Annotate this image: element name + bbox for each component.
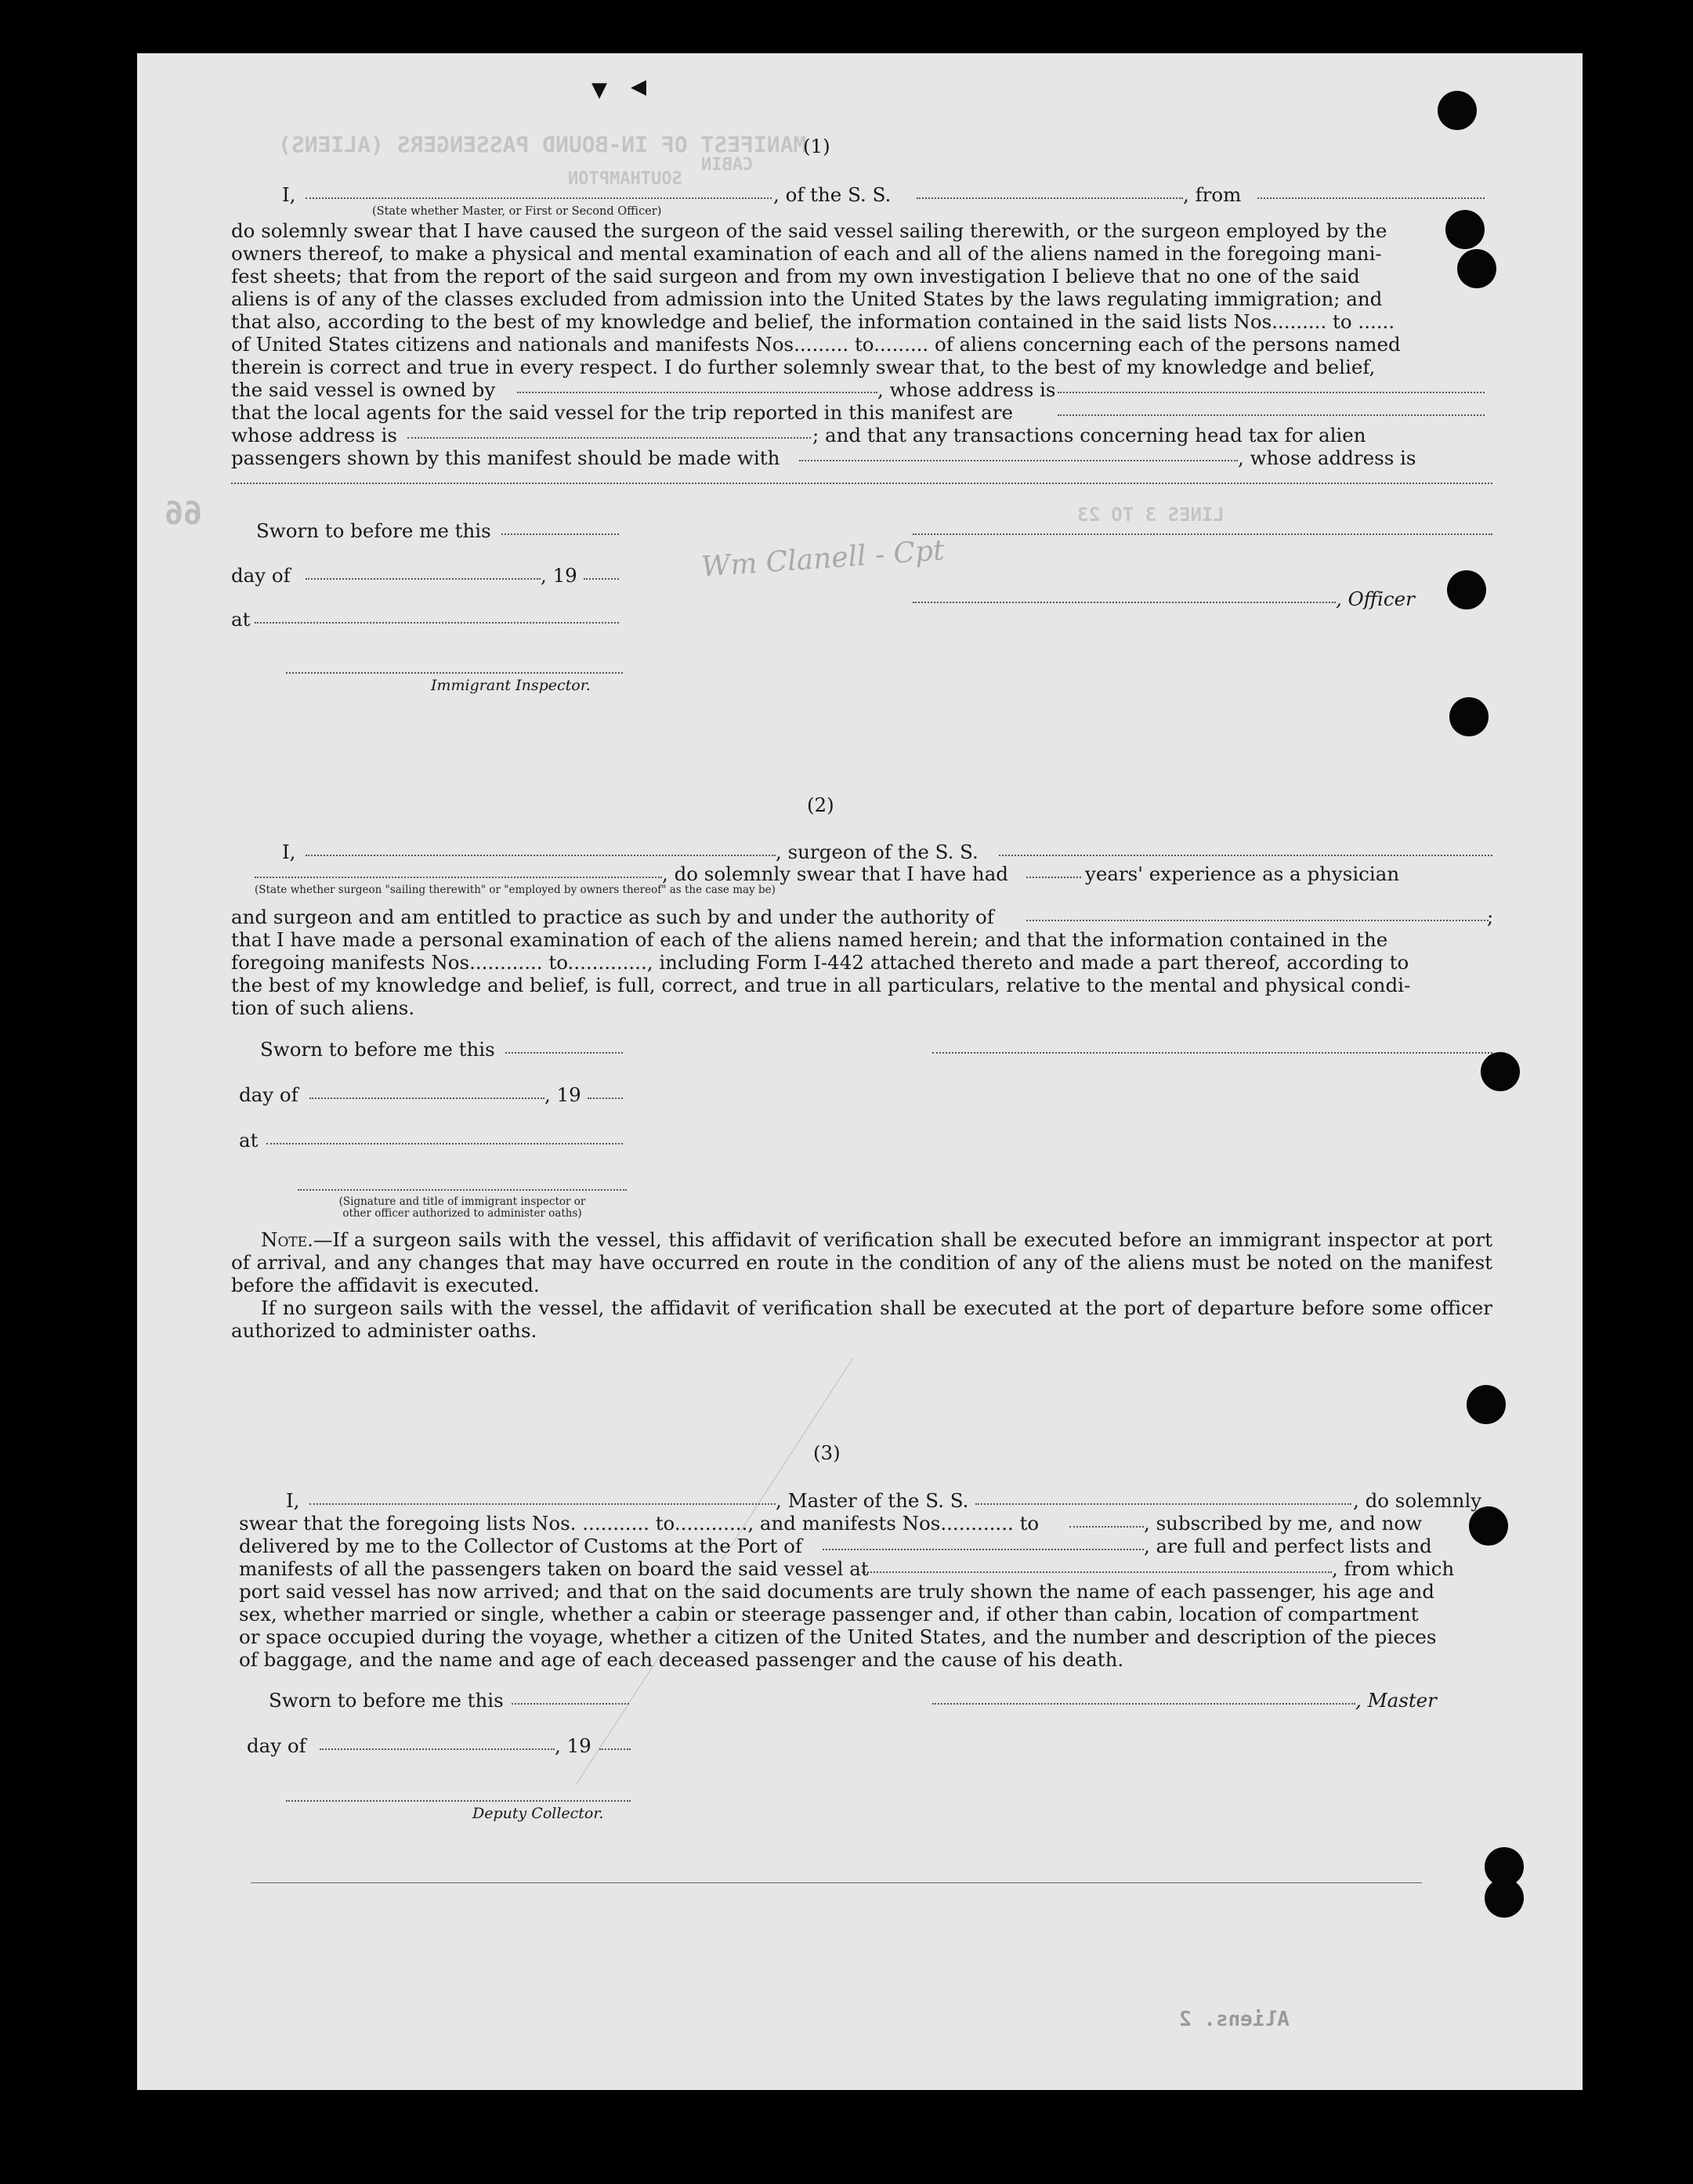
sec2-day-field[interactable] — [309, 1097, 544, 1099]
sec2-signature-note-line: (Signature and title of immigrant inspector or — [338, 1195, 586, 1208]
sec1-note: (State whether Master, or First or Second Officer) — [372, 205, 662, 218]
punch-hole — [1457, 249, 1496, 288]
document-page — [137, 53, 1583, 2090]
sec2-line2-years: years' experience as a physician — [1085, 862, 1400, 885]
bleed-cabin: CABIN — [701, 155, 754, 175]
sec1-owned-label: the said vessel is owned by — [231, 378, 496, 401]
sec2-note-text: —If a surgeon sails with the vessel, this affidavit of verification shall be executed before an immigrant inspector at port of arrival, and any changes that may have occurred en route in the condition of any of the aliens must be noted on the manifest before the affidavit is executed. — [231, 1228, 1492, 1296]
sec3-body-line: sex, whether married or single, whether a cabin or steerage passenger and, if other than cabin, location of compartment — [239, 1603, 1419, 1625]
sec1-name-field[interactable] — [306, 197, 772, 199]
sec1-passengers-address-label: , whose address is — [1238, 447, 1416, 469]
sec3-master-label: , Master — [1355, 1689, 1437, 1712]
sec1-body-line: aliens is of any of the classes excluded from admission into the United States by the laws regulating immigration; and — [231, 287, 1383, 310]
sec2-vessel-field[interactable] — [999, 855, 1492, 856]
sec2-years-field[interactable] — [1026, 877, 1081, 878]
sec2-at-label: at — [239, 1129, 259, 1152]
sec3-sworn-label: Sworn to before me this — [269, 1689, 504, 1712]
sec3-line3: delivered by me to the Collector of Customs at the Port of — [239, 1535, 802, 1557]
bleed-footer: Aliens. 2 — [1179, 2008, 1290, 2031]
bottom-rule — [251, 1882, 1422, 1883]
sec2-signature-note-line: other officer authorized to administer oaths) — [342, 1207, 582, 1220]
sec2-surgeon-name-field[interactable] — [306, 855, 776, 856]
sec1-agent-address-field[interactable] — [407, 437, 811, 439]
punch-hole — [1445, 210, 1485, 249]
punch-hole — [1449, 697, 1489, 736]
sec2-day-label: day of — [239, 1083, 298, 1106]
sec2-sworn-field[interactable] — [505, 1052, 623, 1054]
sec1-year-label: , 19 — [541, 564, 577, 587]
sec3-embark-port-field[interactable] — [862, 1571, 1332, 1573]
sec3-day-label: day of — [247, 1734, 306, 1757]
sec3-line1-ss: , Master of the S. S. — [776, 1489, 969, 1512]
sec2-note-label: Note. — [261, 1228, 313, 1251]
sec2-authority-label: and surgeon and am entitled to practice as such by and under the authority of — [231, 906, 994, 928]
bleed-lines: LINES 3 TO 23 — [1077, 504, 1225, 526]
ink-mark: ◀ — [631, 75, 646, 99]
sec3-body-line: port said vessel has now arrived; and that on the said documents are truly shown the name of each passenger, his age and — [239, 1580, 1434, 1603]
sec2-body-line: the best of my knowledge and belief, is full, correct, and true in all particulars, relative to the mental and physical condi- — [231, 974, 1411, 996]
punch-hole — [1438, 91, 1477, 130]
sec3-master-signature-field[interactable] — [932, 1703, 1355, 1705]
sec3-line2-subscribed: , subscribed by me, and now — [1144, 1512, 1423, 1535]
bleed-number: 66 — [165, 496, 203, 532]
punch-hole — [1447, 570, 1486, 609]
sec2-note-paragraph — [231, 1228, 1492, 1296]
sec3-vessel-field[interactable] — [975, 1503, 1351, 1505]
bleed-manifest-title: MANIFEST OF IN-BOUND PASSENGERS (ALIENS) — [278, 132, 807, 157]
bleed-handwriting: Wm Clanell - Cpt — [700, 534, 946, 584]
sec1-sworn-field[interactable] — [501, 533, 619, 535]
sec2-body-line: that I have made a personal examination of each of the aliens named herein; and that the information contained in the — [231, 928, 1388, 951]
sec1-at-field[interactable] — [255, 622, 619, 624]
sec2-signature-field[interactable] — [932, 1052, 1492, 1054]
sec2-body — [231, 928, 1492, 1019]
sec1-agents-field[interactable] — [1058, 414, 1485, 416]
sec3-body — [239, 1580, 1492, 1671]
sec1-officer-field[interactable] — [913, 602, 1336, 603]
sec1-inspector-label: Immigrant Inspector. — [431, 677, 591, 694]
sec1-headtax-label: ; and that any transactions concerning head tax for alien — [812, 424, 1366, 447]
sec3-line4: manifests of all the passengers taken on board the said vessel at — [239, 1557, 869, 1580]
sec1-agents-label: that the local agents for the said vessel for the trip reported in this manifest are — [231, 401, 1013, 424]
sec3-line2: swear that the foregoing lists Nos. ........... to............, and manifests Nos............ to — [239, 1512, 1040, 1535]
sec1-at-label: at — [231, 608, 251, 631]
sec2-sworn-label: Sworn to before me this — [260, 1038, 495, 1061]
sec2-at-field[interactable] — [266, 1143, 623, 1144]
sec1-body-line: owners thereof, to make a physical and mental examination of each and all of the aliens named in the foregoing mani- — [231, 242, 1382, 265]
punch-hole — [1485, 1878, 1524, 1918]
sec1-agent-address-label: whose address is — [231, 424, 397, 447]
punch-hole — [1469, 1506, 1508, 1546]
sec1-body — [231, 219, 1492, 378]
punch-hole — [1467, 1385, 1506, 1424]
sec1-headtax-agent-field[interactable] — [799, 460, 1238, 461]
sec3-sworn-field[interactable] — [512, 1703, 629, 1705]
sec1-line1-ss: , of the S. S. — [773, 183, 892, 206]
sec2-line2-swear: , do solemnly swear that I have had — [662, 862, 1008, 885]
sec1-passengers-label: passengers shown by this manifest should be made with — [231, 447, 780, 469]
sec2-inspector-signature-field[interactable] — [298, 1189, 627, 1191]
section-1-number: (1) — [803, 135, 830, 157]
sec2-year-field[interactable] — [588, 1097, 623, 1099]
sec2-note: (State whether surgeon "sailing therewith" or "employed by owners thereof" as the case may be) — [255, 884, 776, 896]
sec2-authority-semicolon: ; — [1487, 906, 1494, 928]
sec1-line1-from: , from — [1183, 183, 1242, 206]
sec3-day-field[interactable] — [320, 1748, 555, 1750]
sec3-port-field[interactable] — [823, 1549, 1144, 1550]
sec3-body-line: of baggage, and the name and age of each deceased passenger and the cause of his death. — [239, 1648, 1124, 1671]
section-3-number: (3) — [813, 1441, 841, 1464]
sec1-year-field[interactable] — [584, 578, 619, 580]
sec3-manifest-to-field[interactable] — [1069, 1526, 1144, 1528]
sec3-line1-i: I, — [286, 1489, 300, 1512]
sec3-line3-lists: , are full and perfect lists and — [1144, 1535, 1432, 1557]
sec1-owner-field[interactable] — [517, 392, 877, 393]
section-2-number: (2) — [807, 794, 834, 816]
sec1-body-line: do solemnly swear that I have caused the surgeon of the said vessel sailing therewith, or the surgeon employed by the — [231, 219, 1387, 242]
sec2-body-line: foregoing manifests Nos............ to............., including Form I-442 attached thereto and made a part thereof, according to — [231, 951, 1409, 974]
bleed-southampton: SOUTHAMPTON — [568, 169, 682, 189]
sec1-day-field[interactable] — [306, 578, 541, 580]
sec3-line4-from: , from which — [1332, 1557, 1455, 1580]
sec1-body-line: fest sheets; that from the report of the said surgeon and from my own investigation I believe that no one of the said — [231, 265, 1360, 287]
sec3-line1-solemnly: , do solemnly — [1353, 1489, 1482, 1512]
sec2-line1-i: I, — [282, 841, 296, 863]
sec1-inspector-signature-field[interactable] — [286, 672, 623, 674]
sec1-body-line: of United States citizens and nationals and manifests Nos......... to......... of aliens concerning each of the persons named — [231, 333, 1401, 356]
sec2-body-line: tion of such aliens. — [231, 996, 415, 1019]
sec1-headtax-address-field[interactable] — [231, 483, 1492, 484]
sec2-status-field[interactable] — [255, 877, 662, 878]
sec1-owner-address-field[interactable] — [1058, 392, 1485, 393]
sec2-year-label: , 19 — [544, 1083, 581, 1106]
sec3-year-label: , 19 — [555, 1734, 591, 1757]
ink-mark: ▼ — [591, 78, 607, 102]
sec1-vessel-field[interactable] — [917, 197, 1183, 199]
sec1-body-line: that also, according to the best of my knowledge and belief, the information contained in the said lists Nos......... to ...... — [231, 310, 1395, 333]
sec1-signature-field[interactable] — [913, 533, 1492, 535]
sec2-signature-note — [298, 1196, 627, 1220]
sec1-sworn-label: Sworn to before me this — [256, 519, 491, 542]
sec2-line1-ss: , surgeon of the S. S. — [776, 841, 979, 863]
sec1-officer-label: , Officer — [1336, 588, 1415, 610]
sec2-authority-field[interactable] — [1026, 920, 1489, 921]
sec3-collector-signature-field[interactable] — [286, 1800, 631, 1802]
sec3-body-line: or space occupied during the voyage, whether a citizen of the United States, and the number and description of the pieces — [239, 1625, 1437, 1648]
sec1-owner-address-label: , whose address is — [877, 378, 1056, 401]
sec1-body-line: therein is correct and true in every respect. I do further solemnly swear that, to the best of my knowledge and belief, — [231, 356, 1376, 378]
sec1-day-label: day of — [231, 564, 291, 587]
sec3-master-name-field[interactable] — [309, 1503, 776, 1505]
sec1-line1-i: I, — [282, 183, 296, 206]
sec2-note2-paragraph: If no surgeon sails with the vessel, the affidavit of verification shall be executed at the port of departure before some officer authorized to administer oaths. — [231, 1296, 1492, 1342]
sec1-from-field[interactable] — [1257, 197, 1485, 199]
punch-hole — [1481, 1052, 1520, 1091]
sec3-collector-label: Deputy Collector. — [472, 1805, 604, 1822]
sec3-year-field[interactable] — [599, 1748, 631, 1750]
